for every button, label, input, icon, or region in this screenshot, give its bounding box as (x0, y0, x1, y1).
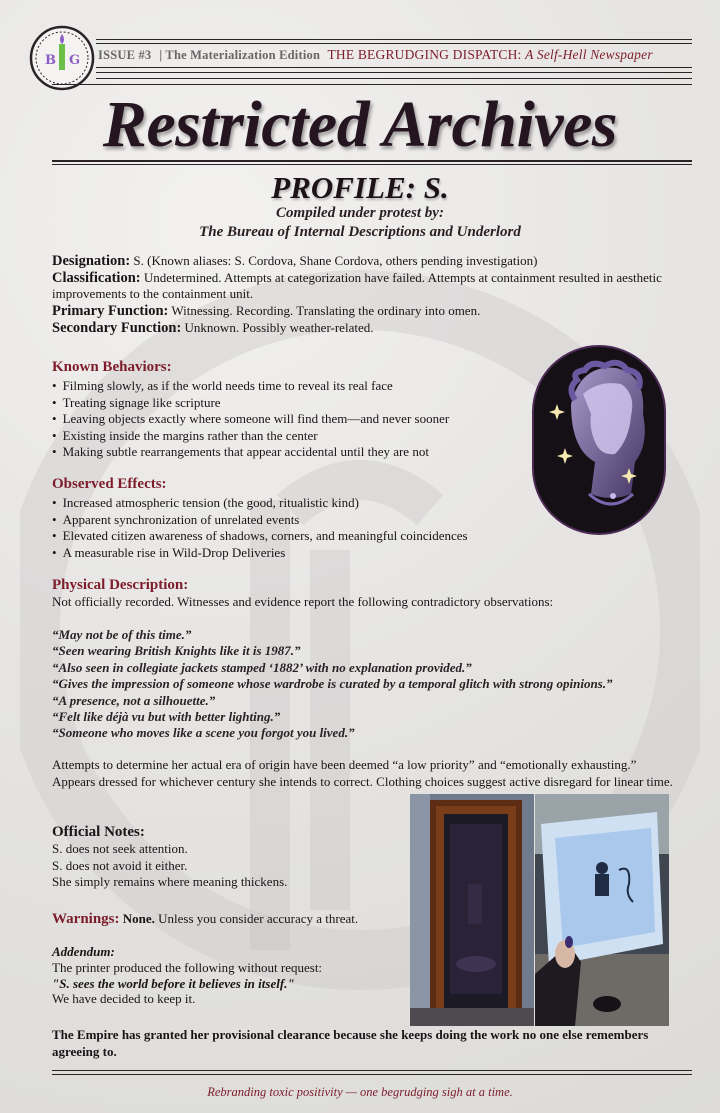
list-item: • Existing inside the margins rather than the center (52, 428, 522, 445)
observed-effects-heading: Observed Effects: (52, 476, 167, 492)
witness-quotes (52, 627, 702, 742)
doorway-photo (410, 794, 534, 1026)
designation-row: Designation: S. (Known aliases: S. Cordova, Shane Cordova, others pending investigation) (52, 253, 538, 269)
quote-line: “A presence, not a silhouette.” (52, 692, 216, 708)
printed-paper-photo (535, 794, 669, 1026)
list-item: • Filming slowly, as if the world needs time to reveal its real face (52, 378, 522, 395)
list-item: • Apparent synchronization of unrelated events (52, 512, 552, 529)
title-rule (52, 160, 692, 162)
svg-text:G: G (69, 53, 81, 68)
footer-rule (52, 1070, 692, 1071)
warnings-label: Warnings: (52, 911, 120, 927)
quote-line: “May not be of this time.” (52, 627, 192, 642)
known-behaviors-section (52, 359, 522, 461)
quote-line: “Seen wearing British Knights like it is 1987.” (52, 643, 301, 659)
masthead-rule-bottom (52, 84, 692, 85)
footer-rule-2 (52, 1074, 692, 1075)
addendum-heading: Addendum: (52, 944, 115, 959)
list-item: • Treating signage like scripture (52, 395, 522, 412)
physical-description-section (52, 577, 692, 610)
issue-line (98, 47, 653, 63)
masthead-rule-mid (96, 67, 692, 68)
official-notes-heading: Official Notes: (52, 824, 145, 840)
quote-line: “Also seen in collegiate jackets stamped ‘1882’ with no explanation provided.” (52, 659, 472, 675)
bg-logo-icon (28, 24, 96, 92)
masthead-rule-top (96, 39, 692, 40)
official-notes-section (52, 824, 402, 891)
quote-line: “Someone who moves like a scene you forgot you lived.” (52, 725, 355, 741)
note-line: S. does not seek attention. (52, 841, 188, 856)
quote-line: “Felt like déjà vu but with better lighting.” (52, 709, 281, 725)
page-title: Restricted Archives (102, 88, 618, 161)
list-item: • Leaving objects exactly where someone will find them—and never sooner (52, 411, 522, 428)
physical-intro: Not officially recorded. Witnesses and evidence report the following contradictory observations: (52, 594, 554, 609)
issue-number: ISSUE #3 (98, 48, 152, 62)
primary-function-row: Primary Function: Witnessing. Recording. Translating the ordinary into omen. (52, 303, 481, 319)
list-item: • A measurable rise in Wild-Drop Deliveries (52, 545, 552, 562)
compiled-by: Compiled under protest by: The Bureau of Internal Descriptions and Underlord (199, 205, 521, 240)
masthead-rule-top-2 (96, 43, 692, 44)
physical-description-heading: Physical Description: (52, 577, 189, 593)
masthead-rule-mid-3 (96, 78, 692, 79)
origin-paragraph: Attempts to determine her actual era of origin have been deemed “a low priority” and “emotionally exhausting.” Appears dressed for whichever century she intends to correct. Clothing choices suggest active disregard for linear time. (52, 757, 673, 789)
svg-text:B: B (45, 53, 56, 68)
list-item: • Increased atmospheric tension (the good, ritualistic kind) (52, 495, 552, 512)
known-behaviors-heading: Known Behaviors: (52, 359, 172, 375)
observed-effects-section (52, 476, 552, 561)
note-line: She simply remains where meaning thickens. (52, 874, 288, 889)
list-item: • Elevated citizen awareness of shadows, corners, and meaningful coincidences (52, 528, 552, 545)
note-line: S. does not avoid it either. (52, 857, 188, 873)
classification-row: Classification: Undetermined. Attempts at categorization have failed. Attempts at containment resulted in aesthetic improvements to the containment unit. (52, 270, 662, 301)
dispatch-name: THE BEGRUDGING DISPATCH: A Self-Hell Newspaper (327, 47, 653, 62)
addendum-quote: "S. sees the world before it believes in itself." (52, 975, 295, 991)
masthead-rule-mid-2 (96, 72, 692, 73)
profile-facts (52, 253, 682, 337)
footer-tagline: Rebranding toxic positivity — one begrudging sigh at a time. (207, 1085, 513, 1099)
list-item: • Making subtle rearrangements that appear accidental until they are not (52, 444, 522, 461)
edition-name: | The Materialization Edition (159, 48, 321, 62)
warnings-line: Warnings: None. Unless you consider accuracy a threat. (52, 911, 359, 927)
profile-heading: PROFILE: S. (271, 170, 449, 205)
quote-line: “Gives the impression of someone whose wardrobe is curated by a temporal glitch with strong opinions.” (52, 676, 613, 692)
closing-statement: The Empire has granted her provisional clearance because she keeps doing the work no one else remembers agreeing to. (52, 1027, 649, 1059)
title-rule-2 (52, 164, 692, 165)
secondary-function-row: Secondary Function: Unknown. Possibly weather-related. (52, 320, 374, 336)
addendum-section: Addendum: The printer produced the following without request: "S. sees the world before it believes in itself." We have decided to keep it. (52, 944, 412, 1007)
